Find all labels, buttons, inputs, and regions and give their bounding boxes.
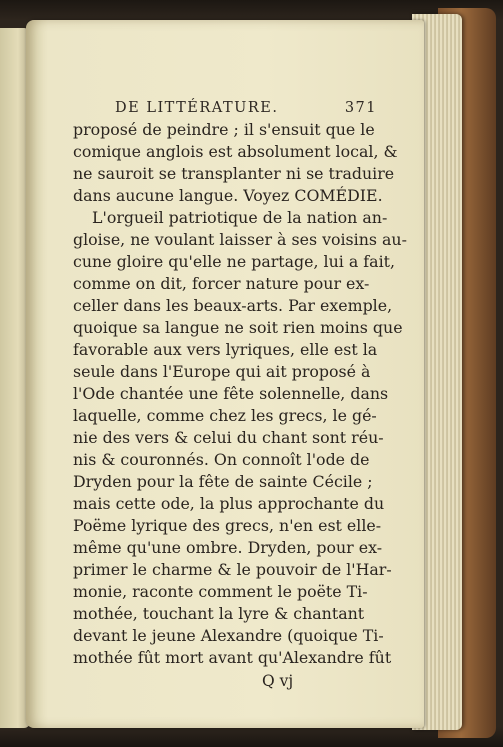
text-line: cune gloire qu'elle ne partage, lui a fait,: [73, 252, 395, 271]
text-line: seule dans l'Europe qui ait proposé à: [73, 362, 371, 381]
signature-mark: Q vj: [262, 672, 294, 690]
text-line: quoique sa langue ne soit rien moins que: [73, 318, 403, 337]
text-line: comique anglois est absolument local, &: [73, 142, 398, 161]
text-line: proposé de peindre ; il s'ensuit que le: [73, 120, 375, 139]
text-line: même qu'une ombre. Dryden, pour ex-: [73, 538, 383, 557]
text-line: mais cette ode, la plus approchante du: [73, 494, 385, 513]
running-title: DE LITTÉRATURE.: [115, 100, 279, 116]
text-line: gloise, ne voulant laisser à ses voisins au-: [73, 230, 407, 249]
text-line: favorable aux vers lyriques, elle est la: [73, 340, 378, 359]
text-line: laquelle, comme chez les grecs, le gé-: [73, 406, 377, 425]
text-line: l'Ode chantée une fête solennelle, dans: [73, 384, 389, 403]
text-line: devant le jeune Alexandre (quoique Ti-: [73, 626, 384, 645]
text-line: nis & couronnés. On connoît l'ode de: [73, 450, 370, 469]
page-number: 371: [344, 100, 377, 116]
text-line: primer le charme & le pouvoir de l'Har-: [73, 560, 392, 579]
text-line: monie, raconte comment le poëte Ti-: [73, 582, 368, 601]
text-line: nie des vers & celui du chant sont réu-: [73, 428, 384, 447]
text-line: L'orgueil patriotique de la nation an-: [92, 208, 388, 227]
text-line: ne sauroit se transplanter ni se traduire: [73, 164, 395, 183]
text-line: mothée fût mort avant qu'Alexandre fût: [73, 648, 392, 667]
text-line: mothée, touchant la lyre & chantant: [73, 604, 365, 623]
text-line: Dryden pour la fête de sainte Cécile ;: [73, 472, 373, 491]
running-header: [115, 100, 377, 116]
text-line: Poëme lyrique des grecs, n'en est elle-: [73, 516, 382, 535]
text-line: comme on dit, forcer nature pour ex-: [73, 274, 370, 293]
text-line: celler dans les beaux-arts. Par exemple,: [73, 296, 393, 315]
text-line: dans aucune langue. Voyez COMÉDIE.: [73, 186, 383, 205]
